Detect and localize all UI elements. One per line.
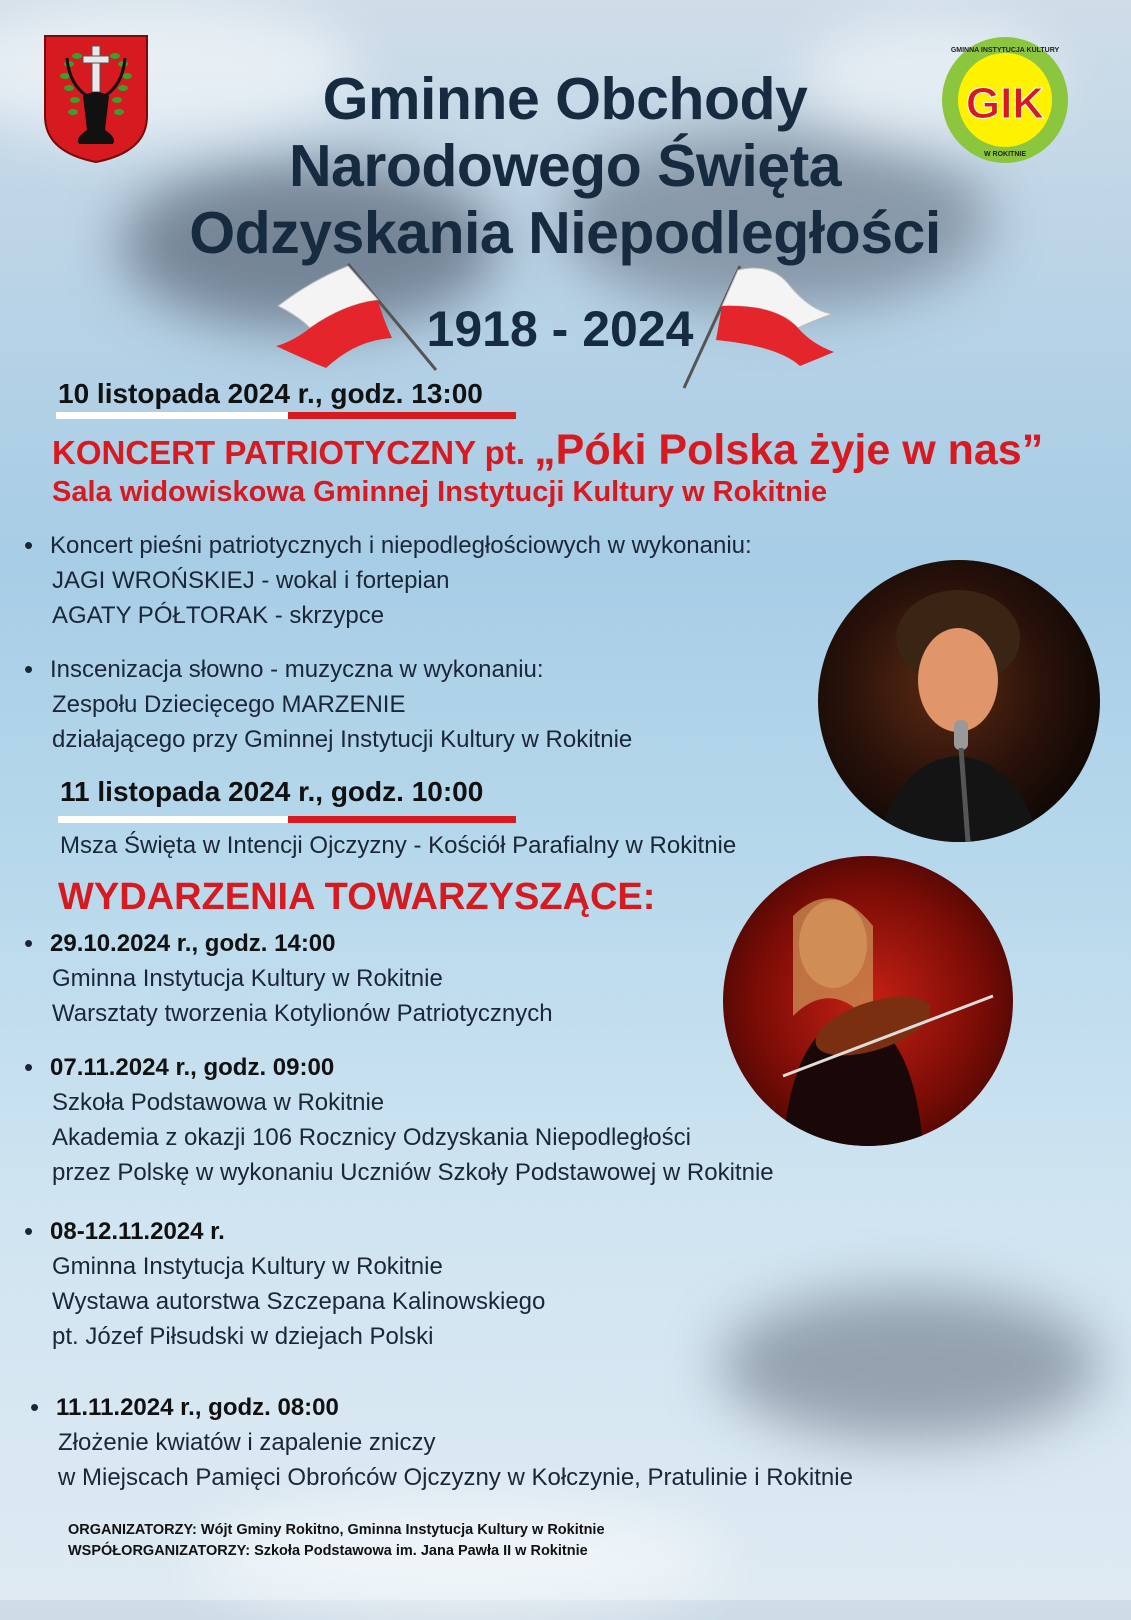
list-item	[28, 528, 752, 633]
footer	[68, 1520, 605, 1562]
list-item	[28, 1214, 545, 1354]
page-title	[60, 66, 1070, 267]
event-description: Msza Święta w Intencji Ojczyzny - Kościół Parafialny w Rokitnie	[60, 832, 737, 859]
list-item-text: Szkoła Podstawowa w Rokitnie	[52, 1089, 385, 1116]
list-item	[34, 1390, 853, 1495]
flag-underline-white	[56, 412, 288, 419]
list-item-text: przez Polskę w wykonaniu Uczniów Szkoły Podstawowej w Rokitnie	[52, 1159, 774, 1186]
list-item-text: • Inscenizacja słowno - muzyczna w wykonaniu:	[50, 656, 544, 683]
years: 1918 - 2024	[426, 301, 694, 357]
list-item	[28, 1050, 774, 1190]
concert-prefix: KONCERT PATRIOTYCZNY pt.	[52, 434, 525, 471]
event-date: • 11.11.2024 r., godz. 08:00	[56, 1394, 339, 1421]
list-item-text: Warsztaty tworzenia Kotylionów Patriotycznych	[52, 1000, 553, 1027]
flag-underline-white	[58, 816, 288, 823]
event-date: • 08-12.11.2024 r.	[50, 1218, 225, 1245]
svg-text:GMINNA INSTYTUCJA KULTURY: GMINNA INSTYTUCJA KULTURY	[950, 47, 1060, 54]
concert-title	[52, 426, 1043, 475]
list-item-text: Wystawa autorstwa Szczepana Kalinowskiego	[52, 1288, 546, 1315]
event-date: • 29.10.2024 r., godz. 14:00	[50, 930, 336, 957]
list-item-text: Złożenie kwiatów i zapalenie zniczy	[58, 1429, 436, 1456]
list-item-text: JAGI WROŃSKIEJ - wokal i fortepian	[52, 567, 450, 594]
list-item-text: Zespołu Dziecięcego MARZENIE	[52, 691, 406, 718]
list-item	[28, 926, 553, 1031]
list-item-text: w Miejscach Pamięci Obrońców Ojczyzny w Kołczynie, Pratulinie i Rokitnie	[58, 1464, 853, 1491]
coorganizers: WSPÓŁORGANIZATORZY: Szkoła Podstawowa im. Jana Pawła II w Rokitnie	[68, 1543, 588, 1559]
list-item-text: • Koncert pieśni patriotycznych i niepodległościowych w wykonaniu:	[50, 532, 752, 559]
concert-name: „Póki Polska żyje w nas”	[534, 426, 1044, 474]
list-item-text: pt. Józef Piłsudski w dziejach Polski	[52, 1323, 434, 1350]
list-item-text: Gminna Instytucja Kultury w Rokitnie	[52, 965, 443, 992]
list-item	[28, 652, 632, 757]
flag-underline-red	[288, 412, 516, 419]
concert-venue: Sala widowiskowa Gminnej Instytucji Kultury w Rokitnie	[52, 476, 828, 508]
title-line: Narodowego Święta	[288, 133, 842, 199]
title-line: Gminne Obchody	[322, 66, 808, 132]
list-item-text: AGATY PÓŁTORAK - skrzypce	[52, 602, 385, 629]
svg-text:W ROKITNIE: W ROKITNIE	[984, 151, 1026, 158]
flag-underline-red	[288, 816, 516, 823]
list-item-text: Akademia z okazji 106 Rocznicy Odzyskania Niepodległości	[52, 1124, 691, 1151]
list-item-text: działającego przy Gminnej Instytucji Kultury w Rokitnie	[52, 726, 633, 753]
event-date: 10 listopada 2024 r., godz. 13:00	[58, 378, 483, 409]
section-heading: WYDARZENIA TOWARZYSZĄCE:	[58, 876, 656, 918]
performer-photo-singer	[818, 560, 1100, 842]
event-date: • 07.11.2024 r., godz. 09:00	[50, 1054, 335, 1081]
list-item-text: Gminna Instytucja Kultury w Rokitnie	[52, 1253, 443, 1280]
organizers: ORGANIZATORZY: Wójt Gminy Rokitno, Gminna Instytucja Kultury w Rokitnie	[68, 1522, 605, 1538]
event-date: 11 listopada 2024 r., godz. 10:00	[60, 776, 484, 807]
title-line: Odzyskania Niepodległości	[189, 200, 941, 266]
svg-text:GIK: GIK	[965, 79, 1045, 128]
